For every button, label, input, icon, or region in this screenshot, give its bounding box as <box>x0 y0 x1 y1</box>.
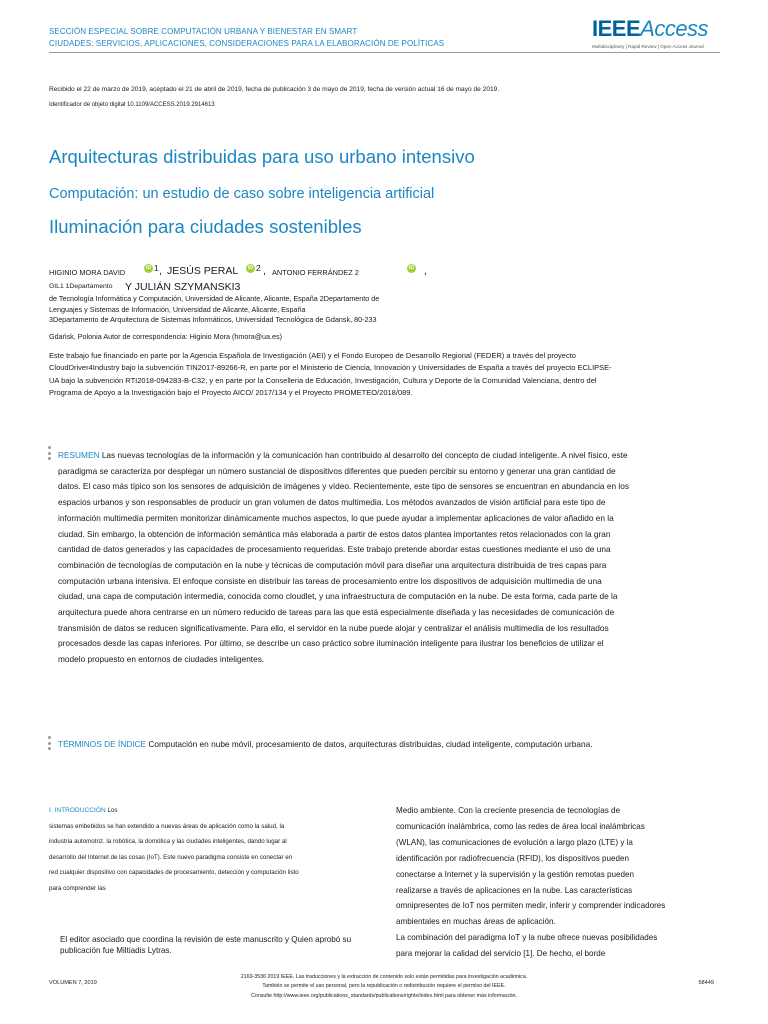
body-line: identificación por radiofrecuencia (RFID), los dispositivos pueden <box>396 853 630 863</box>
editor-note: El editor asociado que coordina la revisión de este manuscrito y Quien aprobó su publicación fue Miltiadis Lytras. <box>60 935 352 956</box>
body-line: omnipresentes de IoT nos permiten medir, inferir y comprender indicadores <box>396 901 666 911</box>
abstract-heading: RESUMEN <box>58 450 100 460</box>
copyright-line: 2169-3536 2019 IEEE. Las traducciones y la extracción de contenido solo están permitidas para investigación académica. <box>240 974 528 980</box>
received-dates: Recibido el 22 de marzo de 2019, aceptado el 21 de abril de 2019, fecha de publicación 3 de mayo de 2019, fecha de versión actual 16 de mayo de 2019. <box>49 86 500 93</box>
abstract-text: Las nuevas tecnologías de la información y la comunicación han contribuido al desarrollo del concepto de ciudad inteligente. A nivel físico, este paradigma se caracteriza por desplegar un número sustancial de dispositivos diferentes que pueden percibir su entorno y generar una gran cantidad de datos. El caso más típico son los sensores de adquisición de imágenes y vídeo. Recientemente, este tipo de sensores se encuentran en abundancia en los espacios urbanos y son responsables de producir un gran volumen de datos multimedia. Los métodos avanzados de visión artificial para este tipo de información multimedia permiten monitorizar dinámicamente muchos aspectos, lo que puede ayudar a implementar aplicaciones de valor añadido en la ciudad. Sin embargo, la obtención de información semántica más elaborada a partir de estos datos plantea importantes retos relacionados con la gran cantidad de datos generados y las capacidades de procesamiento requeridas. Este trabajo pretende abordar estas cuestiones mediante el uso de una combinación de tecnologías de computación en la nube y técnicas de computación móvil para diseñar una arquitectura distribuida de tres capas para computación urbana intensiva. El enfoque consiste en distribuir las tareas de procesamiento entre los dispositivos de adquisición multimedia de una ciudad, una capa de computación intermedia, conocida como cloudlet, y una infraestructura de computación en la nube. De esta forma, cada parte de la arquitectura puede ahora centrarse en un número reducido de tareas para las que está especialmente diseñada y las necesidades de comunicación de transmisión de datos se reducen significativamente. Para ello, el servidor en la nube puede alojar y centralizar el análisis multimedia de los resultados procesados desde las capas inferiores. Por último, se describe un caso práctico sobre iluminación inteligente para ilustrar los beneficios de utilizar el modelo propuesto en entornos de ciudades inteligentes. <box>58 450 629 665</box>
body-line: Medio ambiente. Con la creciente presencia de tecnologías de <box>396 806 621 815</box>
author-list-continued <box>49 280 469 294</box>
intro-line: industria automotriz, la robótica, la domótica y las ciudades inteligentes, dando lugar al <box>49 838 287 846</box>
author-separator: , <box>424 265 427 277</box>
copyright-notice <box>180 973 588 1001</box>
author-affiliation-fragment: GIL1 1Departamento <box>49 283 113 290</box>
author-name: HIGINIO MORA DAVID <box>49 268 126 277</box>
author-affiliation-number: 2 <box>256 263 261 273</box>
affiliation-line: de Tecnología Informática y Computación, Universidad de Alicante, Alicante, España 2Departamento de <box>49 294 380 303</box>
paper-title-line3: Iluminación para ciudades sostenibles <box>49 216 362 237</box>
logo-access-text: Access <box>640 16 709 41</box>
abstract-marker <box>48 446 52 463</box>
affiliations <box>49 294 429 326</box>
author-separator: , <box>159 265 162 277</box>
section-heading-line1: SECCIÓN ESPECIAL SOBRE COMPUTACIÓN URBANA Y BIENESTAR EN SMART <box>49 27 358 36</box>
orcid-icon[interactable]: iD <box>146 265 151 271</box>
keywords-marker <box>48 736 52 753</box>
funding-statement: Este trabajo fue financiado en parte por la Agencia Española de Investigación (AEI) y el Fondo Europeo de Desarrollo Regional (FEDER) a través del proyecto CloudDriver4Industry bajo la subvención TIN2017-89266-R, en parte por el Ministerio de Ciencia, Innovación y Universidades de España a través del proyecto ECLIPSE-UA bajo la subvención RTI2018-094283-B-C32, y en parte por la Conselleria de Educación, Investigación, Cultura y Deporte de la Comunidad Valenciana, dentro del Programa de Apoyo a la Investigación bajo el Proyecto AICO/ 2017/134 y el Proyecto PROMETEO/2018/089. <box>49 351 612 398</box>
intro-first-word: Los <box>107 807 118 814</box>
index-terms-heading: TÉRMINOS DE ÍNDICE <box>58 739 147 749</box>
paper-title-line1: Arquitecturas distribuidas para uso urbano intensivo <box>49 146 475 167</box>
author-name: JESÚS PERAL <box>167 265 239 277</box>
intro-line: red cualquier dispositivo con capacidades de procesamiento, detección y computación listo <box>49 869 299 877</box>
volume-label: VOLUMEN 7, 2019 <box>49 980 97 986</box>
copyright-line: También se permite el uso personal, pero la republicación o redistribución requiere el permiso del IEEE. <box>262 983 506 990</box>
affiliation-line: Lenguajes y Sistemas de Información, Universidad de Alicante, Alicante, España <box>49 304 306 314</box>
intro-column-right <box>396 803 726 962</box>
intro-column-left <box>49 803 379 897</box>
copyright-line: Consulte http://www.ieee.org/publications_standards/publications/rights/index.html para obtener más información. <box>251 992 517 999</box>
affiliation-line: 3Departamento de Arquitectura de Sistemas Informáticos, Universidad Tecnológica de Gdansk, 80-233 <box>49 315 377 325</box>
body-line: comunicación inalámbrica, como las redes de área local inalámbricas <box>396 821 645 831</box>
ieee-access-logo <box>592 18 722 49</box>
author-affiliation-number: 1 <box>154 263 159 273</box>
page-number: 58449 <box>698 980 714 986</box>
author-separator: , <box>263 265 266 277</box>
corresponding-author: Gdańsk, Polonia Autor de correspondencia: Higinio Mora (hmora@ua.es) <box>49 332 283 341</box>
header-divider <box>49 52 720 53</box>
index-terms <box>58 737 618 753</box>
section-heading-line2: CIUDADES: SERVICIOS, APLICACIONES, CONSIDERACIONES PARA LA ELABORACIÓN DE POLÍTICAS <box>49 39 445 48</box>
logo-ieee-text: IEEE <box>592 16 641 41</box>
index-terms-text: Computación en nube móvil, procesamiento de datos, arquitecturas distribuidas, ciudad inteligente, computación urbana. <box>148 739 593 749</box>
orcid-icon[interactable]: iD <box>409 265 414 271</box>
author-name: ANTONIO FERRÁNDEZ 2 <box>272 268 359 277</box>
body-line: conectarse a Internet y la supervisión y la gestión remotas pueden <box>396 869 635 879</box>
abstract <box>58 448 630 668</box>
logo-tagline: Multidisciplinary | Rapid Review | Open Access Journal <box>592 44 704 49</box>
doi-identifier: Identificador de objeto digital 10.1109/ACCESS.2019.2914613 <box>49 102 215 108</box>
intro-line: para comprender las <box>49 884 106 892</box>
body-line: realizarse a través de aplicaciones en la nube. Las características <box>396 885 633 895</box>
body-line: ambientales en muchas áreas de aplicación. <box>396 917 556 927</box>
author-name: Y JULIÁN SZYMANSKI3 <box>125 281 241 293</box>
body-line: (WLAN), las comunicaciones de evolución a largo plazo (LTE) y la <box>396 837 633 847</box>
section-heading <box>49 26 444 50</box>
body-line: para mejorar la calidad del servicio [1]. De hecho, el borde <box>396 949 606 959</box>
intro-heading: I. INTRODUCCIÓN <box>49 807 106 814</box>
paper-title-line2: Computación: un estudio de caso sobre inteligencia artificial <box>49 186 435 202</box>
intro-line: desarrollo del Internet de las cosas (IoT). Este nuevo paradigma consiste en conectar en <box>49 853 293 861</box>
author-list <box>49 264 449 280</box>
body-line: La combinación del paradigma IoT y la nube ofrece nuevas posibilidades <box>396 933 658 943</box>
orcid-icon[interactable]: iD <box>248 265 253 271</box>
intro-line: sistemas embebidos se han extendido a nuevas áreas de aplicación como la salud, la <box>49 822 285 830</box>
